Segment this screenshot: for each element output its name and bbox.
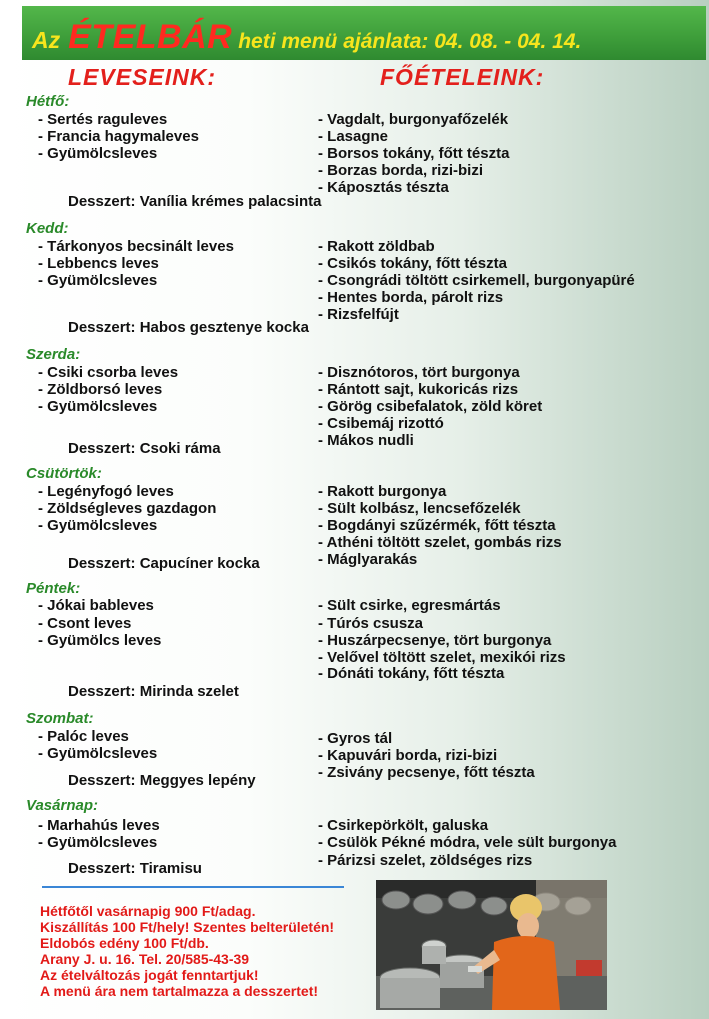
delivery-note: Kiszállítás 100 Ft/hely! Szentes belterületén!	[40, 919, 335, 935]
main-item: - Dónáti tokány, főtt tészta	[318, 665, 505, 682]
main-item: - Görög csibefalatok, zöld köret	[318, 398, 543, 415]
dessert-line: Desszert: Tiramisu	[68, 860, 202, 877]
soup-item: - Legényfogó leves	[38, 483, 174, 500]
soup-item: - Lebbencs leves	[38, 255, 159, 272]
main-item: - Lasagne	[318, 128, 389, 145]
main-item: - Sült kolbász, lencsefőzelék	[318, 500, 521, 517]
main-item: - Velővel töltött szelet, mexikói rizs	[318, 649, 566, 666]
main-item: - Zsivány pecsenye, főtt tészta	[318, 764, 535, 781]
main-item: - Csibemáj rizottó	[318, 415, 444, 432]
address-note: Arany J. u. 16. Tel. 20/585-43-39	[40, 951, 250, 967]
main-item: - Disznótoros, tört burgonya	[318, 364, 520, 381]
header-banner	[22, 6, 706, 60]
mains-heading: FŐÉTELEINK:	[380, 64, 545, 90]
main-item: - Túrós csusza	[318, 615, 424, 632]
main-item: - Máglyarakás	[318, 551, 418, 568]
dessert-line: Desszert: Csoki ráma	[68, 440, 221, 457]
soup-item: - Gyümölcsleves	[38, 745, 158, 762]
restaurant-name: ÉTELBÁR	[68, 18, 233, 56]
main-item: - Párizsi szelet, zöldséges rizs	[318, 852, 533, 869]
day-name: Hétfő:	[26, 93, 70, 110]
soup-item: - Zöldborsó leves	[38, 381, 163, 398]
day-name: Csütörtök:	[26, 465, 102, 482]
soup-item: - Gyümölcsleves	[38, 834, 158, 851]
main-item: - Bogdányi szűzérmék, főtt tészta	[318, 517, 556, 534]
change-note: Az ételváltozás jogát fenntartjuk!	[40, 967, 259, 983]
main-item: - Borzas borda, rizi-bizi	[318, 162, 484, 179]
main-item: - Sült csirke, egresmártás	[318, 597, 501, 614]
main-item: - Huszárpecsenye, tört burgonya	[318, 632, 552, 649]
kitchen-photo	[376, 880, 607, 1010]
soup-item: - Gyümölcsleves	[38, 517, 158, 534]
dessert-line: Desszert: Habos gesztenye kocka	[68, 319, 309, 336]
main-item: - Gyros tál	[318, 730, 393, 747]
divider-line	[42, 886, 344, 888]
main-item: - Rakott burgonya	[318, 483, 447, 500]
header-prefix: Az	[32, 27, 61, 53]
dessert-price-note: A menü ára nem tartalmazza a desszertet!	[40, 983, 319, 999]
main-item: - Vagdalt, burgonyafőzelék	[318, 111, 509, 128]
dessert-line: Desszert: Meggyes lepény	[68, 772, 256, 789]
day-name: Kedd:	[26, 220, 69, 237]
main-item: - Csülök Pékné módra, vele sült burgonya	[318, 834, 617, 851]
soup-item: - Francia hagymaleves	[38, 128, 199, 145]
main-item: - Borsos tokány, főtt tészta	[318, 145, 510, 162]
main-item: - Mákos nudli	[318, 432, 414, 449]
main-item: - Rántott sajt, kukoricás rizs	[318, 381, 519, 398]
soup-item: - Gyümölcsleves	[38, 145, 158, 162]
soup-item: - Csiki csorba leves	[38, 364, 179, 381]
main-item: - Rizsfelfújt	[318, 306, 399, 323]
day-name: Péntek:	[26, 580, 81, 597]
day-name: Szombat:	[26, 710, 94, 727]
soup-item: - Tárkonyos becsinált leves	[38, 238, 234, 255]
soup-item: - Zöldségleves gazdagon	[38, 500, 217, 517]
main-item: - Csirkepörkölt, galuska	[318, 817, 489, 834]
soup-item: - Csont leves	[38, 615, 132, 632]
soup-item: - Gyümölcsleves	[38, 398, 158, 415]
dessert-line: Desszert: Vanília krémes palacsinta	[68, 193, 322, 210]
main-item: - Káposztás tészta	[318, 179, 449, 196]
main-item: - Athéni töltött szelet, gombás rizs	[318, 534, 562, 551]
main-item: - Hentes borda, párolt rizs	[318, 289, 504, 306]
header-subtitle: heti menü ajánlata: 04. 08. - 04. 14.	[238, 30, 582, 53]
main-item: - Csikós tokány, főtt tészta	[318, 255, 507, 272]
day-name: Szerda:	[26, 346, 81, 363]
soup-item: - Gyümölcs leves	[38, 632, 162, 649]
main-item: - Kapuvári borda, rizi-bizi	[318, 747, 498, 764]
main-item: - Rakott zöldbab	[318, 238, 435, 255]
dessert-line: Desszert: Capucíner kocka	[68, 555, 260, 572]
main-item: - Csongrádi töltött csirkemell, burgonyapüré	[318, 272, 635, 289]
day-name: Vasárnap:	[26, 797, 98, 814]
kitchen-photo-illustration	[376, 880, 607, 1010]
container-note: Eldobós edény 100 Ft/db.	[40, 935, 209, 951]
soup-item: - Jókai bableves	[38, 597, 154, 614]
soup-item: - Gyümölcsleves	[38, 272, 158, 289]
dessert-line: Desszert: Mirinda szelet	[68, 683, 239, 700]
soup-item: - Palóc leves	[38, 728, 129, 745]
soup-item: - Sertés raguleves	[38, 111, 168, 128]
price-note: Hétfőtől vasárnapig 900 Ft/adag.	[40, 903, 256, 919]
soups-heading: LEVESEINK:	[68, 64, 217, 90]
soup-item: - Marhahús leves	[38, 817, 160, 834]
footer-notes	[40, 903, 334, 999]
